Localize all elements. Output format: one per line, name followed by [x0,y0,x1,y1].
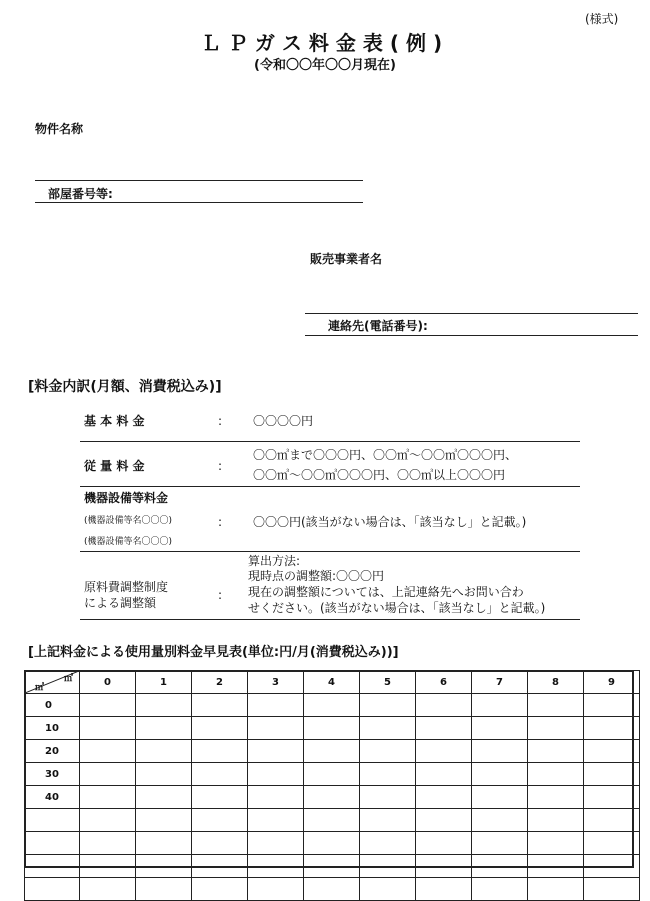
seller-name-label: 販売事業者名 [310,252,383,266]
row-header [25,855,80,878]
corner-bottom-unit: ㎥ [35,683,45,693]
table-cell [80,717,136,740]
column-header: 1 [136,671,192,694]
usage-fee-label: 従 量 料 金 [84,459,145,473]
table-cell [248,694,304,717]
table-cell [136,878,192,901]
property-name-line [35,180,363,181]
room-number-line [35,202,363,203]
row-header: 20 [25,740,80,763]
table-header-row [25,671,640,694]
table-cell [248,763,304,786]
column-header: 7 [472,671,528,694]
equipment-colon: : [218,515,223,529]
table-cell [192,694,248,717]
table-cell [304,694,360,717]
usage-fee-line2: 〇〇㎥～〇〇㎥〇〇〇円、〇〇㎥以上〇〇〇円 [253,468,506,482]
equipment-sub1: (機器設備等名〇〇〇) [84,516,173,526]
row-header: 0 [25,694,80,717]
table-cell [304,878,360,901]
column-header: 5 [360,671,416,694]
basic-fee-value: 〇〇〇〇円 [253,414,314,428]
equipment-sub2: (機器設備等名〇〇〇) [84,537,173,547]
table-cell [528,878,584,901]
table-cell [136,832,192,855]
column-header: 0 [80,671,136,694]
table-cell [304,763,360,786]
table-cell [248,878,304,901]
usage-fee-line [80,486,580,487]
breakdown-heading: [料金内訳(月額、消費税込み)] [28,379,222,395]
equipment-fee-label: 機器設備等料金 [84,491,169,505]
column-header: 9 [584,671,640,694]
table-cell [80,694,136,717]
adjust-label-2: による調整額 [84,596,157,610]
column-header: 2 [192,671,248,694]
table-cell [472,832,528,855]
table-cell [248,740,304,763]
table-cell [360,832,416,855]
table-cell [80,786,136,809]
table-cell [472,763,528,786]
adjust-line [80,619,580,620]
table-cell [304,809,360,832]
table-cell [248,717,304,740]
table-cell [472,855,528,878]
table-cell [248,832,304,855]
table-row [25,763,640,786]
table-cell [248,786,304,809]
corner-cell [25,671,80,694]
row-header [25,878,80,901]
table-row [25,855,640,878]
table-cell [136,809,192,832]
property-name-label: 物件名称 [35,122,84,136]
row-header: 10 [25,717,80,740]
equipment-fee-line [80,551,580,552]
table-cell [192,786,248,809]
table-cell [528,832,584,855]
table-cell [80,763,136,786]
table-cell [248,809,304,832]
table-cell [192,717,248,740]
equipment-fee-value: 〇〇〇円(該当がない場合は、「該当なし」と記載。) [253,515,527,529]
table-cell [360,786,416,809]
table-cell [360,740,416,763]
table-cell [360,878,416,901]
table-cell [136,694,192,717]
column-header: 3 [248,671,304,694]
table-cell [360,855,416,878]
table-cell [360,763,416,786]
date-line: (令和〇〇年〇〇月現在) [254,58,396,73]
table-cell [584,855,640,878]
table-cell [192,832,248,855]
table-cell [304,855,360,878]
table-cell [528,694,584,717]
table-cell [416,809,472,832]
table-cell [136,740,192,763]
table-cell [472,740,528,763]
table-cell [472,878,528,901]
table-cell [192,763,248,786]
column-header: 4 [304,671,360,694]
table-cell [528,855,584,878]
seller-contact-label: 連絡先(電話番号): [328,319,428,333]
table-cell [80,832,136,855]
table-cell [136,786,192,809]
table-cell [416,694,472,717]
table-cell [528,786,584,809]
form-label: (様式) [585,12,619,26]
table-row [25,832,640,855]
adjust-colon: : [218,588,223,602]
table-cell [584,763,640,786]
table-cell [472,717,528,740]
table-cell [416,740,472,763]
table-cell [528,809,584,832]
table-cell [192,855,248,878]
table-cell [416,786,472,809]
table-row [25,809,640,832]
table-cell [528,717,584,740]
table-cell [80,878,136,901]
table-cell [416,832,472,855]
table-cell [304,740,360,763]
table-cell [416,878,472,901]
table-cell [528,740,584,763]
table-cell [472,786,528,809]
table-cell [360,694,416,717]
table-row [25,878,640,901]
table-cell [416,855,472,878]
table-cell [80,740,136,763]
row-header [25,832,80,855]
table-cell [584,694,640,717]
usage-fee-colon: : [218,459,223,473]
basic-fee-colon: : [218,414,223,428]
usage-fee-line1: 〇〇㎥まで〇〇〇円、〇〇㎥～〇〇㎥〇〇〇円、 [253,448,518,462]
table-cell [584,878,640,901]
corner-top-unit: ㎥ [63,674,73,684]
table-cell [416,717,472,740]
page-title: ＬＰガス料金表(例) [200,31,450,55]
table-cell [416,763,472,786]
table-cell [472,809,528,832]
basic-fee-line [80,441,580,442]
table-cell [528,763,584,786]
adjust-note-2: せください。(該当がない場合は、「該当なし」と記載。) [248,601,546,615]
table-cell [304,786,360,809]
quick-table-heading: [上記料金による使用量別料金早見表(単位:円/月(消費税込み))] [28,645,399,660]
quick-table [24,670,640,901]
table-cell [136,855,192,878]
table-cell [80,809,136,832]
table-cell [584,832,640,855]
table-row [25,694,640,717]
table-cell [304,832,360,855]
table-cell [360,809,416,832]
table-row [25,717,640,740]
table-cell [304,717,360,740]
table-cell [192,740,248,763]
table-cell [136,717,192,740]
row-header: 40 [25,786,80,809]
table-cell [192,809,248,832]
column-header: 8 [528,671,584,694]
table-cell [80,855,136,878]
adjust-method: 算出方法: [248,554,301,568]
room-number-label: 部屋番号等: [48,187,113,201]
adjust-current: 現時点の調整額:〇〇〇円 [248,569,385,583]
table-cell [192,878,248,901]
adjust-label-1: 原料費調整制度 [84,580,169,594]
table-cell [584,717,640,740]
table-cell [584,809,640,832]
adjust-note-1: 現在の調整額については、上記連絡先へお問い合わ [248,585,524,599]
table-cell [248,855,304,878]
seller-contact-line [305,335,638,336]
table-cell [136,763,192,786]
row-header: 30 [25,763,80,786]
column-header: 6 [416,671,472,694]
table-cell [584,786,640,809]
table-row [25,740,640,763]
basic-fee-label: 基 本 料 金 [84,414,145,428]
table-row [25,786,640,809]
row-header [25,809,80,832]
seller-name-line [305,313,638,314]
table-cell [472,694,528,717]
table-cell [360,717,416,740]
table-cell [584,740,640,763]
